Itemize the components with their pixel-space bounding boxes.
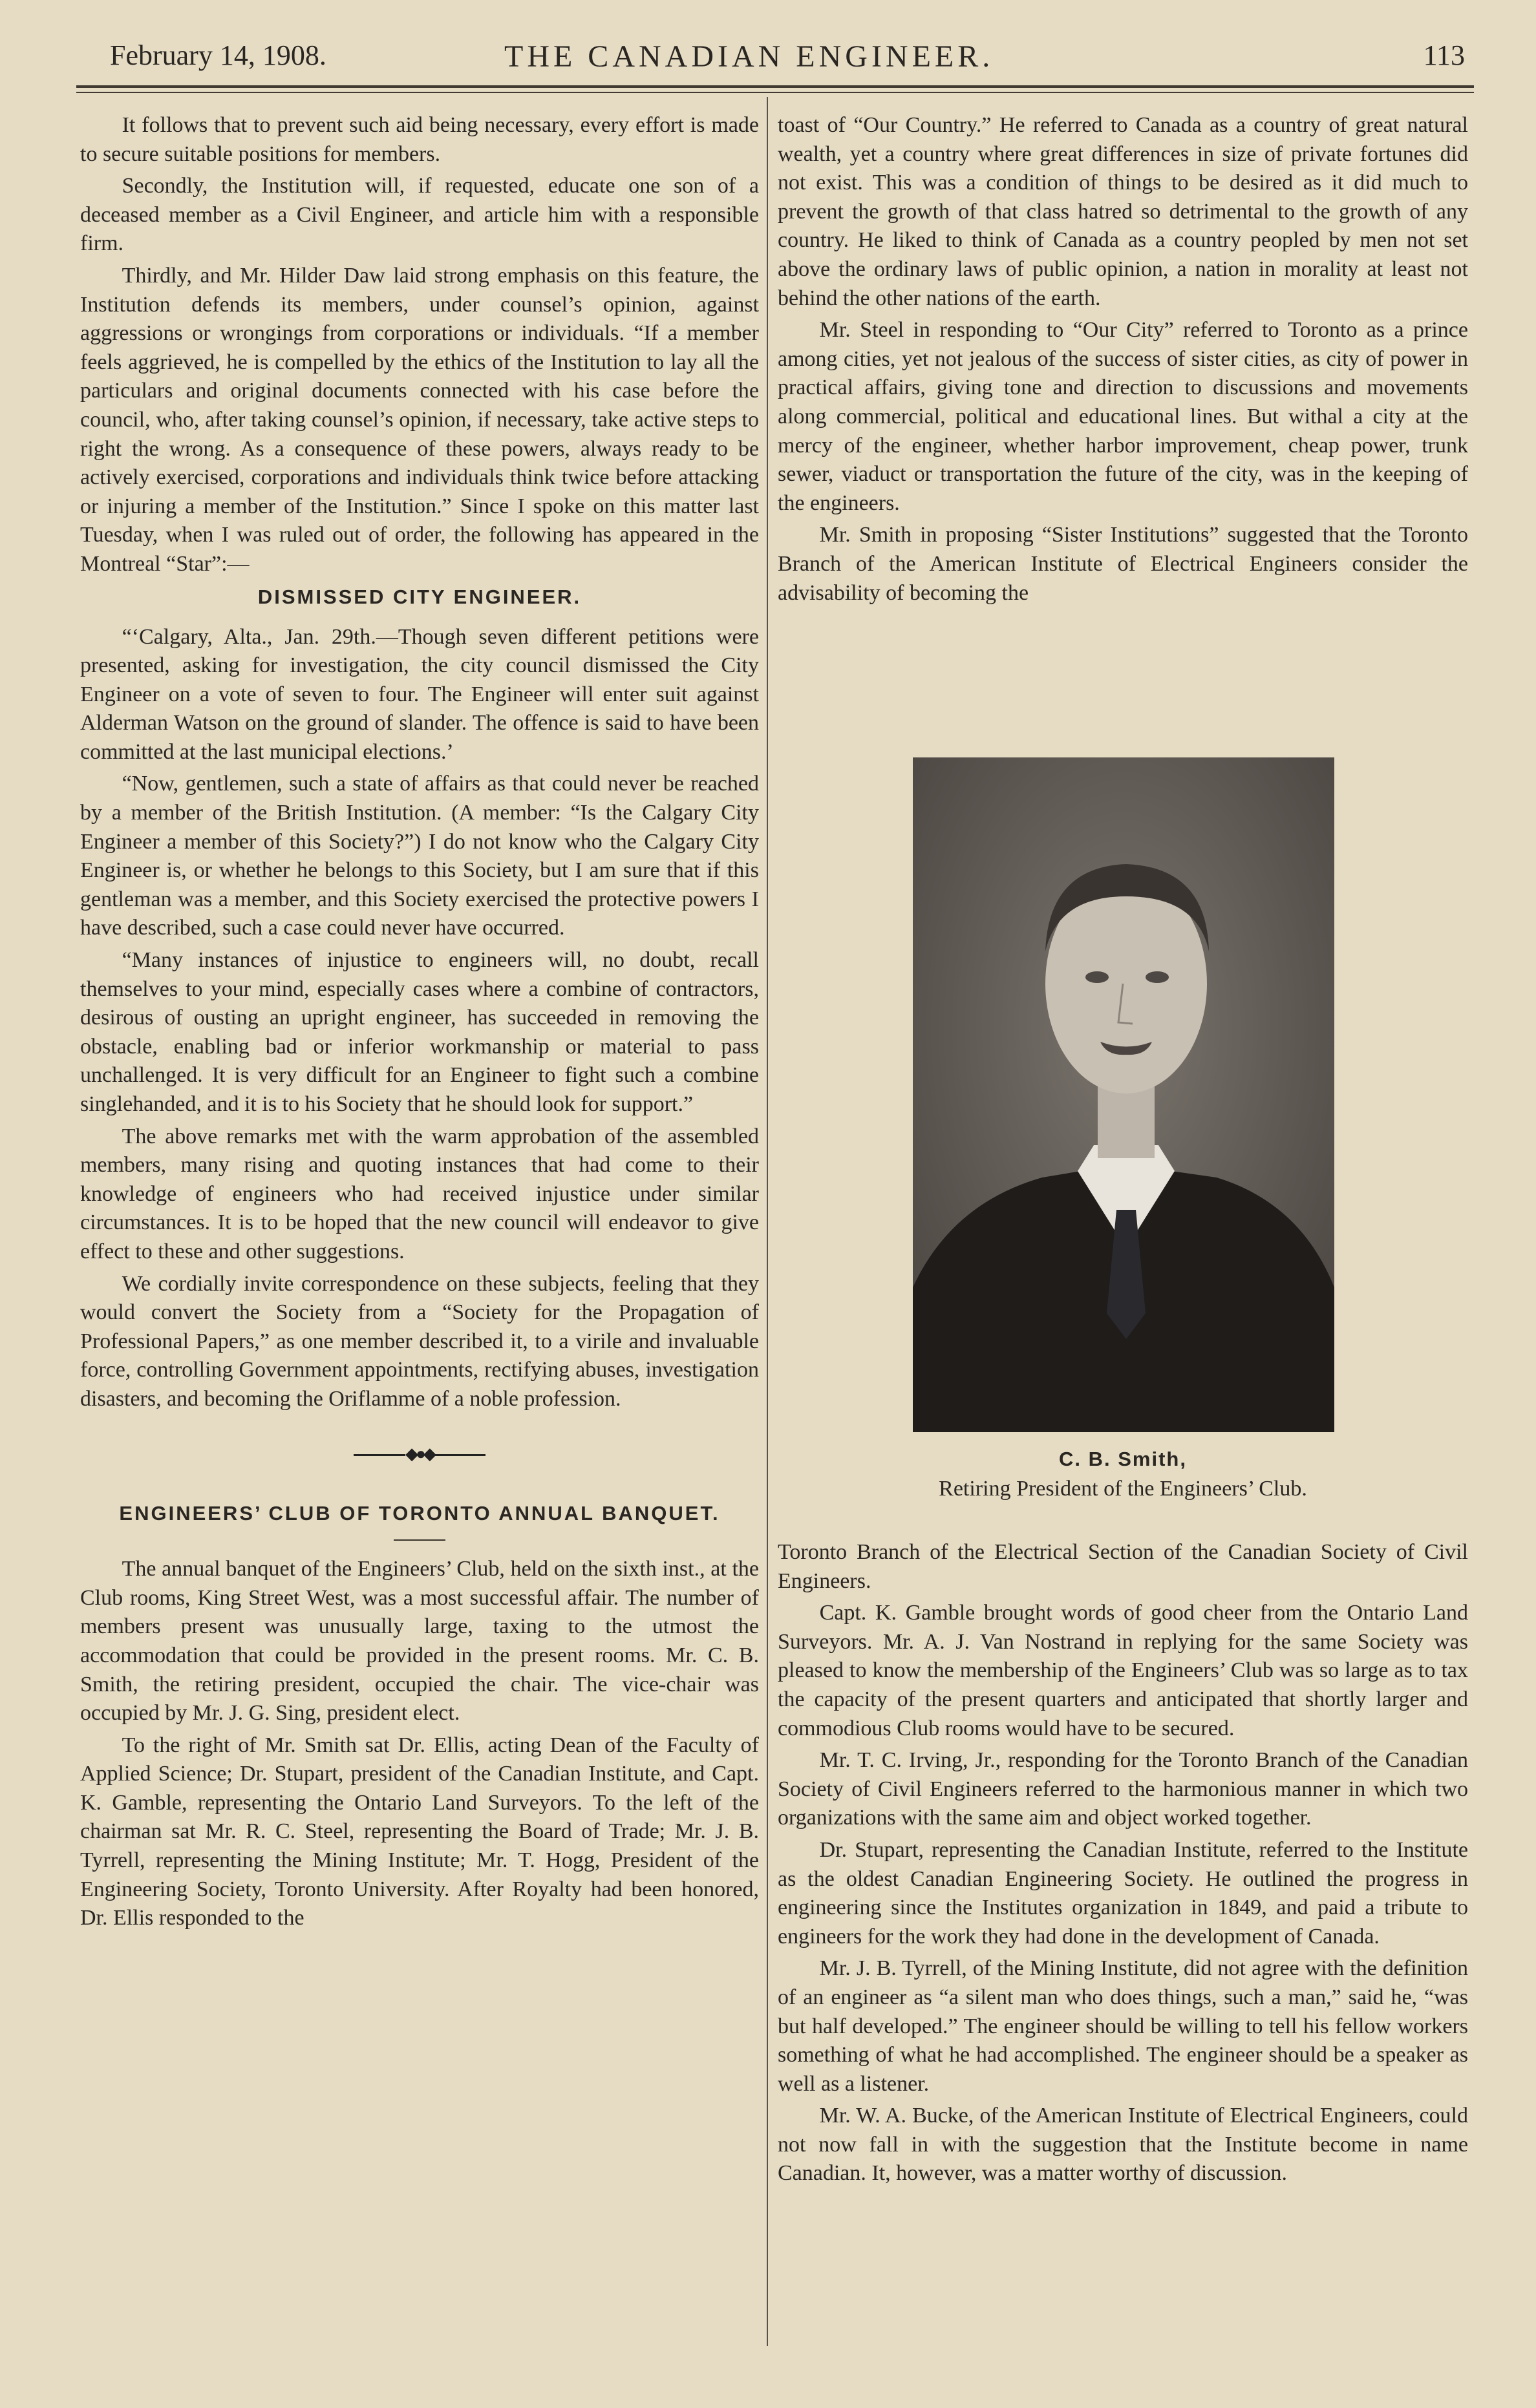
header-rule xyxy=(76,85,1474,88)
issue-date: February 14, 1908. xyxy=(110,39,326,71)
header-rule-thin xyxy=(76,92,1474,93)
paragraph: “‘Calgary, Alta., Jan. 29th.—Though seven different petitions were presented, asking for investigation, the city council dismissed the City Engineer on a vote of seven to four. The Engineer will enter suit against Alderman Watson on the ground of slander. The offence is said to have been committed at the last municipal elections.’ xyxy=(80,624,759,764)
right-column-bottom xyxy=(778,1538,1468,2191)
heading-engineers-club-banquet: ENGINEERS’ CLUB OF TORONTO ANNUAL BANQUET. xyxy=(119,1502,720,1525)
paragraph: Mr. J. B. Tyrrell, of the Mining Institute, did not agree with the definition of an engineer as “a silent man who does things, such a man,” said he, “was but half developed.” The engineer should be willing to tell his fellow workers something of what he had accomplished. The engineer should be a speaker as well as a listener. xyxy=(778,1956,1468,2096)
paragraph: Thirdly, and Mr. Hilder Daw laid strong emphasis on this feature, the Institution defends its members, under counsel’s opinion, against aggressions or wrongings from corporations or individuals. “If a member feels aggrieved, he is compelled by the ethics of the Institution to lay all the particulars and original documents connected with his case before the council, who, after taking counsel’s opinion, if necessary, take active steps to right the wrong. As a consequence of these powers, always ready to be actively exercised, corporations and individuals think twice before attacking or injuring a member of the Institution.” Since I spoke on this matter last Tuesday, when I was ruled out of order, the following has appeared in the Montreal “Star”:— xyxy=(80,263,759,576)
paragraph: Mr. Smith in proposing “Sister Institutions” suggested that the Toronto Branch of the American Institute of Electrical Engineers consider the advisability of becoming the xyxy=(778,523,1468,605)
left-column xyxy=(80,111,759,1936)
right-column-top xyxy=(778,111,1468,611)
paragraph: Mr. Steel in responding to “Our City” referred to Toronto as a prince among cities, yet not jealous of the success of sister cities, as city of power in practical affairs, giving tone and direction to discussions and movements along commercial, political and educational lines. But withal a city at the mercy of the engineer, whether harbor improvement, cheap power, trunk sewer, viaduct or transportation the future of the city, was in the keeping of the engineers. xyxy=(778,318,1468,515)
portrait-photo xyxy=(913,757,1334,1432)
paragraph: The annual banquet of the Engineers’ Club, held on the sixth inst., at the Club rooms, King Street West, was a most successful affair. The number of members present was unusually large, taxing to the utmost the accommodation that could be provided in the present rooms. Mr. C. B. Smith, the retiring president, occupied the chair. The vice-chair was occupied by Mr. J. G. Sing, president elect. xyxy=(80,1557,759,1726)
paragraph: “Now, gentlemen, such a state of affairs as that could never be reached by a member of the British Institution. (A member: “Is the Calgary City Engineer a member of this Society?”) I do not know who the Calgary City Engineer is, or whether he belongs to this Society, but I am sure that if this gentleman was a member, and this Society exercised the protective powers I have described, such a case could never have occurred. xyxy=(80,772,759,940)
paragraph: It follows that to prevent such aid being necessary, every effort is made to secure suitable positions for members. xyxy=(80,113,759,166)
paragraph: Mr. W. A. Bucke, of the American Institute of Electrical Engineers, could not now fall in with the suggestion that the Institute become in name Canadian. It, however, was a matter worthy of discussion. xyxy=(778,2104,1468,2186)
paragraph: Secondly, the Institution will, if requested, educate one son of a deceased member as a Civil Engineer, and article him with a responsible firm. xyxy=(80,174,759,256)
heading-dismissed-city-engineer: DISMISSED CITY ENGINEER. xyxy=(257,585,582,608)
paragraph: Toronto Branch of the Electrical Section of the Canadian Society of Civil Engineers. xyxy=(778,1540,1468,1593)
paragraph: We cordially invite correspondence on these subjects, feeling that they would convert the Society from a “Society for the Propagation of Professional Papers,” as one member described it, to a virile and invaluable force, controlling Government appointments, rectifying abuses, investigation disasters, and becoming the Oriflamme of a noble profession. xyxy=(80,1271,759,1411)
masthead-title: THE CANADIAN ENGINEER. xyxy=(504,39,994,74)
paragraph: The above remarks met with the warm approbation of the assembled members, many rising and quoting instances that had come to their knowledge of engineers who had received injustice under similar circumstances. It is to be hoped that the new council will endeavor to give effect to these and other suggestions. xyxy=(80,1124,759,1263)
heading-rule xyxy=(394,1539,445,1541)
paragraph: Mr. T. C. Irving, Jr., responding for the Toronto Branch of the Canadian Society of Civil Engineers referred to the harmonious manner in which two organizations with the same aim and object worked together. xyxy=(778,1748,1468,1830)
paragraph: toast of “Our Country.” He referred to Canada as a country of great natural wealth, yet a country where great differences in size of private fortunes did not exist. This was a condition of things to be desired as it did much to prevent the growth of that class hatred so detrimental to the growth of any country. He liked to think of Canada as a country peopled by men not set above the ordinary laws of public opinion, a nation in morality at least not behind the other nations of the earth. xyxy=(778,113,1468,310)
paragraph: Dr. Stupart, representing the Canadian Institute, referred to the Institute as the oldest Canadian Engineering Society. He outlined the progress in engineering since the Institutes organization in 1849, and paid a tribute to engineers for the work they had done in the development of Canada. xyxy=(778,1837,1468,1949)
page-number: 113 xyxy=(1423,39,1465,71)
paragraph: To the right of Mr. Smith sat Dr. Ellis, acting Dean of the Faculty of Applied Science; Dr. Stupart, president of the Canadian Institute, and Capt. K. Gamble, representing the Ontario Land Surveyors. To the left of the chairman sat Mr. R. C. Steel, representing the Board of Trade; Mr. J. B. Tyrrell, representing the Mining Institute; Mr. T. Hogg, President of the Engineering Society, Toronto University. After Royalty had been honored, Dr. Ellis responded to the xyxy=(80,1733,759,1930)
paragraph: “Many instances of injustice to engineers will, no doubt, recall themselves to your mind, especially cases where a combine of contractors, desirous of ousting an upright engineer, has succeeded in removing the obstacle, enabling bad or inferior workmanship or material to pass unchallenged. It is very difficult for an Engineer to fight such a combine singlehanded, and it is to his Society that he should look for support.” xyxy=(80,948,759,1116)
section-ornament: ◆●◆ xyxy=(80,1440,759,1469)
paragraph: Capt. K. Gamble brought words of good cheer from the Ontario Land Surveyors. Mr. A. J. Van Nostrand in replying for the same Society was pleased to know the membership of the Engineers’ Club was so large as to tax the capacity of the present quarters and anticipated that shortly larger and commodious Club rooms would have to be secured. xyxy=(778,1601,1468,1740)
column-divider xyxy=(767,97,768,2346)
photo-caption-name: C. B. Smith, xyxy=(1059,1448,1187,1470)
photo-caption-role: Retiring President of the Engineers’ Club. xyxy=(939,1477,1307,1501)
